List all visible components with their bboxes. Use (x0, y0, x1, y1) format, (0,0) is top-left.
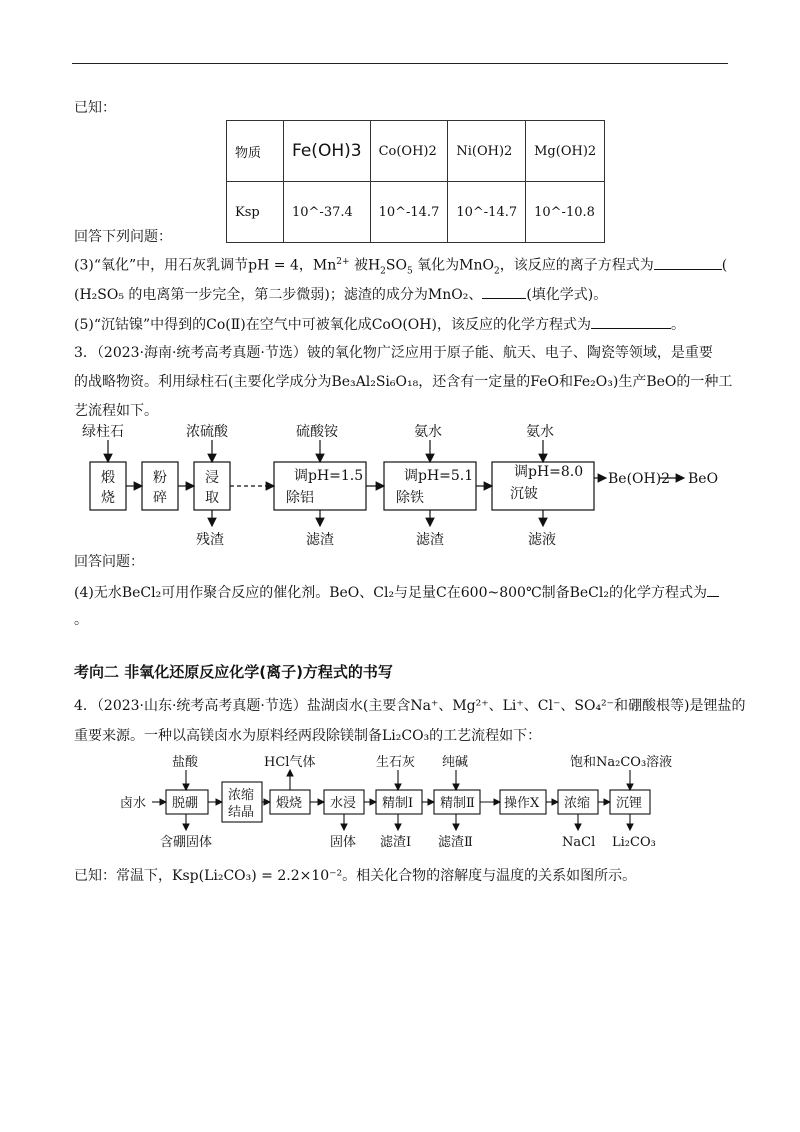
flow-input: 氨水 (414, 424, 442, 440)
flow-input: 浓硫酸 (186, 424, 228, 440)
answer-blank[interactable] (707, 582, 719, 597)
flow-box-label: 水浸 (330, 796, 357, 811)
flow-output: 滤渣 (306, 532, 334, 548)
flow-box-label: 煅烧 (276, 796, 303, 811)
answer-prompt-2: 回答问题： (74, 554, 144, 570)
table-cell: 10^-37.4 (284, 182, 371, 243)
known-label: 已知： (74, 100, 116, 116)
flow-input: 绿柱石 (82, 424, 124, 440)
flow-input: HCl气体 (264, 755, 316, 770)
table-row (227, 182, 605, 243)
flow-input: 硫酸铵 (296, 424, 338, 440)
q3-text-a: (3)“氧化”中，用石灰乳调节pH = 4，Mn (74, 257, 337, 274)
question-5-line: (5)“沉钴镍”中得到的Co(Ⅱ)在空气中可被氧化成CoO(OH)，该反应的化学方程式为 。 (74, 314, 685, 335)
flow-output: 残渣 (196, 532, 224, 548)
flow-input: 氨水 (526, 424, 554, 440)
svg-text:取: 取 (205, 490, 219, 506)
flow-box-label: 沉锂 (616, 796, 643, 811)
question-4-line (74, 582, 719, 603)
flow-output: 滤液 (528, 532, 556, 548)
svg-text:调pH=1.5: 调pH=1.5 (294, 468, 364, 484)
question-3-line-2 (74, 284, 607, 305)
q3-text-d: ，该反应的离子方程式为 (499, 257, 654, 274)
flow-output: 含硼固体 (160, 835, 213, 850)
table-cell: Ksp (227, 182, 284, 243)
q3-text-b: 被H (349, 257, 381, 274)
flow-box-label: 脱硼 (172, 796, 199, 811)
svg-text:碎: 碎 (153, 490, 167, 506)
answer-blank[interactable] (654, 255, 722, 270)
flow-input: 生石灰 (376, 755, 416, 770)
final-line: 已知：常温下，Ksp(Li₂CO₃) = 2.2×10⁻²。相关化合物的溶解度与温度的关系如图所示。 (74, 868, 637, 884)
flow-output: NaCl (562, 835, 596, 850)
question-4-end: 。 (74, 612, 88, 628)
svg-text:煅: 煅 (101, 470, 115, 486)
flow-input: 饱和Na₂CO₃溶液 (570, 755, 673, 770)
flow-box-label: 浓缩 (564, 796, 591, 811)
q3-text-c: 氧化为MnO (412, 257, 494, 274)
svg-text:粉: 粉 (153, 470, 167, 486)
svg-text:沉铍: 沉铍 (510, 486, 538, 502)
flow-input: 盐酸 (172, 755, 199, 770)
flow-output: Li₂CO₃ (612, 835, 656, 850)
question-3-line-1: (3)“氧化”中，用石灰乳调节pH = 4，$Mn^{2+}$ 被$H_2SO_5$ 氧化为MnO$_2$，该反应的离子方程式为 ( (74, 252, 727, 281)
ksp-table (226, 120, 605, 243)
section-heading: 考向二 非氧化还原反应化学(离子)方程式的书写 (74, 663, 393, 681)
svg-text:调pH=5.1: 调pH=5.1 (404, 468, 474, 484)
svg-text:结晶: 结晶 (228, 805, 255, 820)
flow-output: 固体 (330, 835, 357, 850)
flow-product: BeO (688, 471, 719, 487)
table-cell: 10^-10.8 (526, 182, 605, 243)
answer-prompt: 回答下列问题： (74, 229, 172, 245)
q4-text: (4)无水BeCl₂可用作聚合反应的催化剂。BeO、Cl₂与足量C在600~800℃制备BeCl₂的化学方程式为 (74, 585, 707, 601)
flow-product: Be(OH)2 (608, 471, 671, 487)
answer-blank[interactable] (591, 314, 671, 329)
question-3b-line-1: 3．（2023·海南·统考高考真题·节选）铍的氧化物广泛应用于原子能、航天、电子、陶瓷等领域，是重要 (74, 345, 713, 361)
table-cell: Ni(OH)2 (448, 121, 526, 182)
table-cell: Co(OH)2 (370, 121, 448, 182)
flow-output: 滤渣 (416, 532, 444, 548)
flow-output: 滤渣Ⅰ (380, 835, 412, 850)
question-4b-line-1: 4．（2023·山东·统考高考真题·节选）盐湖卤水(主要含Na⁺、Mg²⁺、Li⁺、Cl⁻、SO₄²⁻和硼酸根等)是锂盐的 (74, 698, 746, 714)
svg-text:浓缩: 浓缩 (228, 788, 255, 803)
q5-text: (5)“沉钴镍”中得到的Co(Ⅱ)在空气中可被氧化成CoO(OH)，该反应的化学方程式为 (74, 317, 591, 333)
flow-start: 卤水 (120, 796, 147, 811)
beo-process-flow (74, 422, 734, 550)
flow-input: 纯碱 (442, 755, 469, 770)
svg-text:烧: 烧 (101, 490, 115, 506)
svg-text:调pH=8.0: 调pH=8.0 (514, 464, 584, 480)
question-3b-line-3: 艺流程如下。 (74, 403, 158, 419)
svg-text:除铝: 除铝 (286, 490, 314, 506)
q3-text-line2-end: (填化学式)。 (526, 287, 608, 303)
flow-box-label: 精制Ⅰ (382, 796, 414, 811)
li2co3-process-flow (118, 752, 678, 852)
table-cell: 10^-14.7 (448, 182, 526, 243)
answer-blank[interactable] (482, 284, 526, 299)
flow-output: 滤渣Ⅱ (438, 835, 473, 850)
table-cell: Fe(OH)3 (284, 121, 371, 182)
table-cell: Mg(OH)2 (526, 121, 605, 182)
flow-box-label: 操作X (504, 796, 540, 811)
question-4b-line-2: 重要来源。一种以高镁卤水为原料经两段除镁制备Li₂CO₃的工艺流程如下： (74, 728, 542, 744)
svg-text:除铁: 除铁 (396, 490, 424, 506)
flow-box-label: 精制Ⅱ (440, 796, 475, 811)
question-3b-line-2: 的战略物资。利用绿柱石(主要化学成分为Be₃Al₂Si₆O₁₈，还含有一定量的FeO和Fe₂O₃)生产BeO的一种工 (74, 374, 733, 390)
table-cell: 10^-14.7 (370, 182, 448, 243)
q3-text-line2: (H₂SO₅ 的电离第一步完全，第二步微弱)；滤渣的成分为MnO₂、 (74, 287, 483, 303)
svg-text:浸: 浸 (205, 470, 219, 486)
table-cell: 物质 (227, 121, 284, 182)
table-row (227, 121, 605, 182)
top-rule (72, 63, 728, 64)
